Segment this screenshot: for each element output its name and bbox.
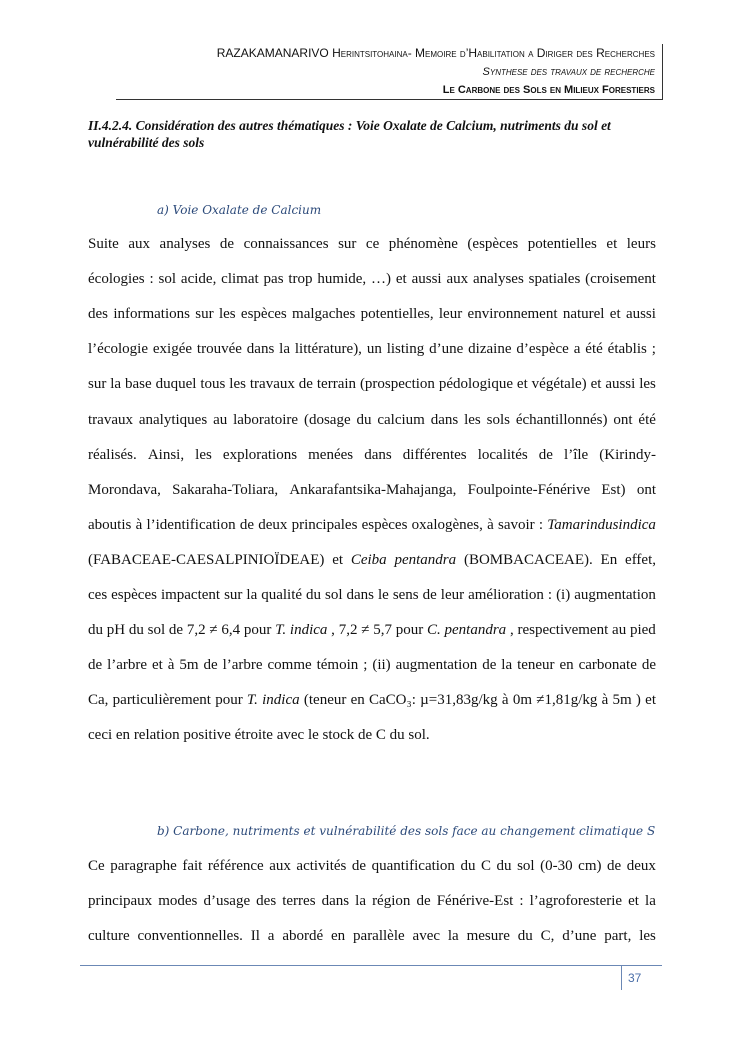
word: (prospection	[359, 376, 435, 393]
word: potentielles,	[360, 306, 434, 323]
word: 0m	[512, 692, 532, 709]
word: la	[279, 341, 290, 358]
word: pied	[629, 622, 656, 639]
word: oxalogènes,	[411, 516, 483, 533]
word: analytiques	[138, 411, 208, 428]
word: aux	[446, 271, 469, 288]
word: exigée	[152, 341, 193, 358]
word: du	[496, 858, 512, 874]
word: comme	[267, 657, 312, 674]
word: été	[585, 341, 603, 358]
word: tous	[200, 376, 226, 393]
text-line	[88, 482, 656, 499]
text-line	[88, 447, 656, 464]
word: (0-30	[540, 858, 573, 874]
word: et	[609, 306, 621, 323]
word: Suite	[88, 236, 119, 252]
word: les	[639, 376, 656, 393]
word: de	[482, 657, 497, 674]
word: savoir	[498, 516, 535, 533]
word: de	[422, 587, 437, 603]
text-line	[88, 727, 656, 744]
word: en	[350, 692, 365, 709]
word: témoin	[316, 657, 359, 674]
word: conventionnelles.	[137, 928, 243, 945]
word: paragraphe	[110, 858, 177, 874]
word: dans	[430, 411, 459, 428]
word: menées	[308, 446, 354, 463]
word: ;	[363, 657, 368, 674]
word: sur	[88, 376, 107, 393]
word: en	[115, 727, 131, 744]
text-line	[88, 376, 656, 393]
word: du	[128, 622, 144, 639]
text-line	[88, 657, 656, 674]
word: de	[298, 376, 313, 393]
word: dans	[321, 893, 350, 910]
word: mesure	[466, 928, 510, 945]
word: naturel	[562, 306, 605, 323]
word: malgaches	[292, 306, 356, 323]
word: pour	[215, 692, 243, 709]
word: Il	[250, 928, 260, 945]
word: …)	[371, 271, 392, 288]
word: analyses	[159, 236, 211, 252]
word: ,	[331, 622, 335, 639]
word: ont	[613, 411, 633, 428]
word: connaissances	[243, 236, 329, 252]
word: pentandra	[444, 622, 507, 639]
word: (BOMBACACEAE).	[463, 551, 593, 568]
header-rule	[116, 99, 662, 100]
word: :	[519, 893, 524, 910]
word: ≠1,81g/kg	[536, 692, 598, 709]
word: dizaine	[468, 341, 512, 358]
word: cm)	[578, 858, 602, 874]
word: (FABACEAE-CAESALPINIOÏDEAE)	[88, 551, 325, 568]
word: Sakaraha-Toliara,	[172, 481, 279, 498]
word: sol	[517, 858, 535, 874]
footer-rule	[80, 965, 662, 966]
word: référence	[207, 858, 264, 874]
word: écologies	[88, 271, 145, 288]
word: la	[110, 376, 122, 393]
word: Tamarindusindica	[547, 516, 656, 533]
word: aux	[269, 858, 291, 874]
word: ont	[636, 481, 656, 498]
word: pour	[395, 622, 424, 639]
word: base	[125, 376, 152, 393]
word: 5m	[179, 657, 199, 674]
word: Ankarafantsika-Mahajanga,	[289, 481, 457, 498]
word: pédologique	[438, 376, 513, 393]
word: modes	[158, 893, 198, 910]
word: la	[447, 928, 459, 945]
word: indica	[262, 692, 300, 709]
word: C,	[540, 928, 555, 945]
word: fait	[182, 858, 203, 874]
word: amélioration	[468, 587, 544, 603]
word: échantillonnés)	[515, 411, 608, 428]
word: leur	[438, 306, 463, 323]
word: en	[331, 928, 346, 945]
word: principaux	[88, 893, 153, 910]
word: et	[590, 376, 602, 393]
word: leur	[440, 587, 465, 603]
header-author-title: RAZAKAMANARIVO Herintsitohaina- Memoire d’Habilitation a Diriger des Recherches	[216, 46, 655, 60]
text-line	[88, 858, 656, 875]
word: augmentation	[395, 657, 478, 674]
word: végétale)	[531, 376, 587, 393]
word: pentandra	[394, 551, 457, 568]
word: été	[638, 411, 656, 428]
word: l’arbre	[222, 657, 263, 674]
word: abordé	[282, 928, 324, 945]
word: les	[195, 446, 212, 463]
word: de	[351, 858, 367, 874]
word: la	[645, 893, 656, 910]
word: trop	[288, 271, 313, 288]
word: aussi	[605, 376, 636, 393]
word: et	[606, 236, 618, 252]
word: travaux	[249, 376, 295, 393]
word: espèces	[361, 516, 408, 533]
subsection-b-heading: b) Carbone, nutriments et vulnérabilité des sols face au changement climatique S	[157, 824, 656, 838]
word: des	[88, 306, 108, 323]
word: de	[607, 858, 622, 874]
word: trouvée	[196, 341, 242, 358]
word: terres	[282, 893, 316, 910]
word: la	[501, 657, 513, 674]
word: C	[481, 858, 492, 874]
word: sols	[486, 411, 510, 428]
text-line	[88, 306, 656, 323]
word: du	[389, 727, 405, 744]
word: informations	[113, 306, 190, 323]
word: du	[306, 587, 322, 603]
word: avec	[276, 727, 305, 744]
word: carbonate	[578, 657, 637, 674]
word: (croisement	[585, 271, 656, 288]
word: espèces	[240, 306, 287, 323]
word: calcium	[377, 411, 425, 428]
word: les	[218, 306, 236, 323]
word: ces	[88, 587, 108, 603]
word: de	[416, 893, 431, 910]
word: 7,2	[186, 622, 206, 639]
word: différentes	[402, 446, 467, 463]
text-line	[88, 517, 656, 534]
word: phénomène	[388, 236, 458, 252]
word: (dosage	[303, 411, 351, 428]
word: impactent	[160, 587, 221, 603]
word: au	[213, 411, 228, 428]
word: l’écologie	[88, 341, 148, 358]
word: sur	[195, 306, 214, 323]
text-line	[88, 622, 656, 639]
word: deux	[626, 858, 656, 874]
word: au	[612, 622, 627, 639]
word: aboutis	[88, 516, 132, 533]
word: (teneur	[303, 692, 347, 709]
word: humide,	[317, 271, 367, 288]
word: respectivement	[517, 622, 609, 639]
word: littérature),	[294, 341, 362, 358]
word: (espèces	[467, 236, 519, 252]
word: ≠	[209, 622, 218, 639]
word: sol.	[408, 727, 430, 744]
word: réalisés.	[88, 446, 137, 463]
section-title: II.4.2.4. Considération des autres thématiques : Voie Oxalate de Calcium, nutriments du sol et vulnérabilité des sols	[88, 118, 611, 150]
word: a	[573, 341, 581, 358]
word: pas	[263, 271, 284, 288]
word: du	[88, 622, 103, 639]
word: potentielles	[527, 236, 597, 252]
word: du	[517, 928, 533, 945]
word: ;	[651, 341, 656, 358]
word: ≠	[361, 622, 370, 639]
word: activités	[296, 858, 347, 874]
word: C.	[426, 622, 441, 639]
page-number: 37	[628, 971, 642, 985]
word: dans	[364, 446, 392, 463]
word: l’identification	[146, 516, 236, 533]
word: localités	[477, 446, 528, 463]
word: à	[135, 516, 143, 533]
word: Ce	[88, 858, 105, 874]
word: à	[601, 692, 609, 709]
text-line	[88, 692, 656, 709]
word: parallèle	[353, 928, 405, 945]
word: à	[487, 516, 494, 533]
word: Est)	[601, 481, 626, 498]
word: (i)	[556, 587, 571, 603]
word: positive	[183, 727, 231, 744]
word: du	[460, 858, 476, 874]
word: les	[464, 411, 481, 428]
word: )	[635, 692, 641, 709]
word: sol	[158, 271, 177, 288]
word: l’agroforesterie	[529, 893, 623, 910]
word: et	[152, 657, 163, 674]
word: CaCO₃:	[369, 692, 416, 709]
word: à	[501, 692, 509, 709]
word: terrain	[316, 376, 357, 393]
word: dans	[246, 341, 275, 358]
word: d’espèce	[516, 341, 569, 358]
word: avec	[412, 928, 441, 945]
header-section: Synthese des travaux de recherche	[482, 66, 655, 78]
word: 6,4	[221, 622, 241, 639]
word: de	[203, 657, 218, 674]
word: culture	[88, 928, 130, 945]
word: spatiales	[528, 271, 581, 288]
word: le	[307, 727, 319, 744]
text-line	[88, 236, 656, 253]
word: sens	[392, 587, 419, 603]
word: effet,	[625, 551, 656, 568]
word: explorations	[222, 446, 298, 463]
word: Fénérive-Est	[436, 893, 514, 910]
text-line	[88, 928, 656, 945]
word: climat	[221, 271, 259, 288]
word: Ca,	[88, 692, 109, 709]
word: sur	[338, 236, 357, 252]
word: de	[357, 727, 373, 744]
word: ,	[509, 622, 514, 639]
word: région	[372, 893, 411, 910]
word: Ceiba	[350, 551, 387, 568]
word: qualité	[261, 587, 303, 603]
word: :	[538, 516, 544, 533]
word: particulièrement	[112, 692, 211, 709]
word: (ii)	[372, 657, 391, 674]
word: principales	[291, 516, 358, 533]
word: les	[229, 376, 246, 393]
word: l’arbre	[107, 657, 148, 674]
text-line	[88, 587, 656, 604]
word: T.	[275, 622, 287, 639]
word: En	[600, 551, 618, 568]
word: deux	[258, 516, 288, 533]
word: et	[645, 692, 656, 709]
word: et	[628, 893, 639, 910]
word: ceci	[88, 727, 113, 744]
word: listing	[386, 341, 425, 358]
word: établis	[607, 341, 647, 358]
word: étroite	[234, 727, 273, 744]
word: ce	[365, 236, 380, 252]
word: pour	[243, 622, 272, 639]
word: et	[395, 271, 407, 288]
footer-vertical-rule	[621, 965, 622, 990]
word: T.	[246, 692, 258, 709]
word: aussi	[625, 306, 656, 323]
word: duquel	[155, 376, 197, 393]
word: 5,7	[373, 622, 392, 639]
word: en	[559, 657, 574, 674]
text-line	[88, 552, 656, 569]
word: part,	[604, 928, 632, 945]
word: analyses	[472, 271, 524, 288]
word: 7,2	[338, 622, 358, 639]
word: les	[639, 928, 656, 945]
word: indica	[289, 622, 328, 639]
word: quantification	[371, 858, 455, 874]
word: un	[366, 341, 382, 358]
word: (Kirindy-	[599, 446, 656, 463]
header-chapter: Le Carbone des Sols en Milieux Forestiers	[442, 84, 655, 96]
word: et	[332, 551, 344, 568]
word: sol	[325, 587, 343, 603]
text-line	[88, 893, 656, 910]
word: le	[378, 587, 389, 603]
word: :	[547, 587, 553, 603]
word: espèces	[111, 587, 157, 603]
word: :	[149, 271, 154, 288]
word: augmentation	[574, 587, 656, 603]
word: pH	[106, 622, 126, 639]
word: Foulpointe-Fénérive	[467, 481, 591, 498]
word: d’usage	[203, 893, 251, 910]
text-line	[88, 271, 656, 288]
word: de	[641, 657, 656, 674]
word: du	[356, 411, 372, 428]
word: Ainsi,	[147, 446, 185, 463]
word: sur	[224, 587, 243, 603]
word: à	[167, 657, 175, 674]
text-line	[88, 412, 656, 429]
word: de	[538, 446, 553, 463]
word: stock	[322, 727, 355, 744]
word: travaux	[88, 411, 133, 428]
word: la	[355, 893, 366, 910]
word: Morondava,	[88, 481, 161, 498]
word: de	[219, 236, 235, 252]
word: d’une	[562, 928, 597, 945]
word: de	[88, 657, 103, 674]
word: 5m	[612, 692, 632, 709]
word: l’île	[564, 446, 589, 463]
word: C	[375, 727, 386, 744]
word: de	[239, 516, 254, 533]
word: dans	[346, 587, 375, 603]
word: laboratoire	[233, 411, 299, 428]
word: leurs	[626, 236, 656, 252]
word: teneur	[517, 657, 555, 674]
word: aussi	[411, 271, 442, 288]
word: et	[516, 376, 528, 393]
word: d’une	[429, 341, 464, 358]
word: environnement	[467, 306, 558, 323]
subsection-a-heading: a) Voie Oxalate de Calcium	[157, 203, 322, 217]
word: aux	[128, 236, 151, 252]
word: des	[256, 893, 277, 910]
word: acide,	[180, 271, 217, 288]
word: de	[168, 622, 184, 639]
word: sol	[147, 622, 166, 639]
word: la	[246, 587, 258, 603]
word: a	[267, 928, 275, 945]
header-vertical-rule	[662, 44, 663, 100]
text-line	[88, 341, 656, 358]
word: relation	[133, 727, 180, 744]
word: µ=31,83g/kg	[420, 692, 498, 709]
